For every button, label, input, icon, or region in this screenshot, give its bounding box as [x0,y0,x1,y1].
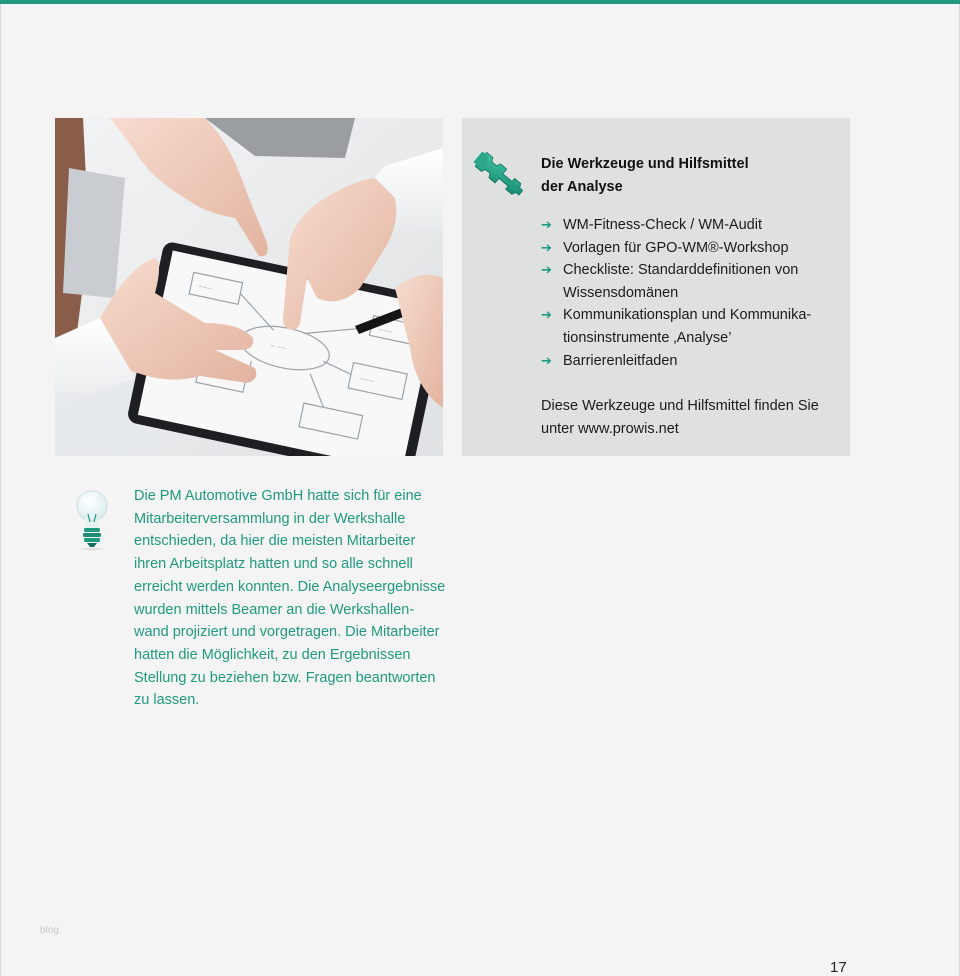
list-item-text: Kommunikationsplan und Kommunika- [563,307,812,324]
svg-text:~~~: ~~~ [197,281,213,294]
tools-box-title [541,153,821,199]
list-item [541,237,841,260]
meeting-photo [55,118,443,456]
arrow-icon: ➔ [541,352,552,368]
lightbulb-icon [72,488,112,552]
list-item-text: Barrierenleitfaden [563,352,678,369]
list-item [541,350,841,373]
page-number: 17 [830,959,847,976]
tools-box-title-line: Die Werkzeuge und Hilfsmittel [541,156,749,172]
tools-box-footer-line: unter www.prowis.net [541,421,679,437]
arrow-icon: ➔ [541,239,552,255]
arrow-icon: ➔ [541,307,552,323]
arrow-icon: ➔ [541,262,552,278]
tools-list [541,214,841,372]
tip-line: zu lassen. [134,692,200,709]
tip-line: erreicht werden konnten. Die Analyseergebnisse [134,578,446,595]
svg-text:~~~: ~~~ [377,325,394,337]
list-item [541,214,841,237]
svg-text:~ ~~: ~ ~~ [269,340,288,354]
list-item-text: Checkliste: Standarddefinitionen von [563,262,799,279]
list-item-text: WM-Fitness-Check / WM-Audit [563,217,762,233]
page-left-border [0,4,1,976]
tip-line: ihren Arbeitsplatz hatten und so alle schnell [134,556,413,573]
tip-line: Mitarbeiterversammlung in der Werkshalle [134,510,406,527]
list-item-text: tionsinstrumente ‚Analyse’ [563,329,732,346]
wrench-icon [470,146,530,202]
tools-box-footer-line: Diese Werkzeuge und Hilfsmittel finden Sie [541,398,819,414]
list-item-text: Vorlagen für GPO-WM®-Workshop [563,239,789,256]
top-accent-rule [0,0,960,4]
tools-box-footer [541,395,841,441]
list-item [541,304,841,349]
list-item-text: Wissensdomänen [563,284,679,301]
svg-text:~~~: ~~~ [359,374,375,387]
tip-line: Die PM Automotive GmbH hatte sich für eine [134,488,422,504]
tip-line: hatten die Möglichkeit, zu den Ergebnissen [134,646,411,663]
tools-box-title-line: der Analyse [541,179,623,195]
tip-line: Stellung zu beziehen bzw. Fragen beantworten [134,669,436,686]
arrow-icon: ➔ [541,217,552,232]
watermark-text: blog [40,925,59,936]
tip-line: entschieden, da hier die meisten Mitarbeiter [134,533,416,550]
list-item [541,259,841,304]
tip-paragraph [134,485,454,712]
tip-line: wand projiziert und vorgetragen. Die Mitarbeiter [134,624,440,641]
tip-line: wurden mittels Beamer an die Werkshallen- [134,601,415,618]
